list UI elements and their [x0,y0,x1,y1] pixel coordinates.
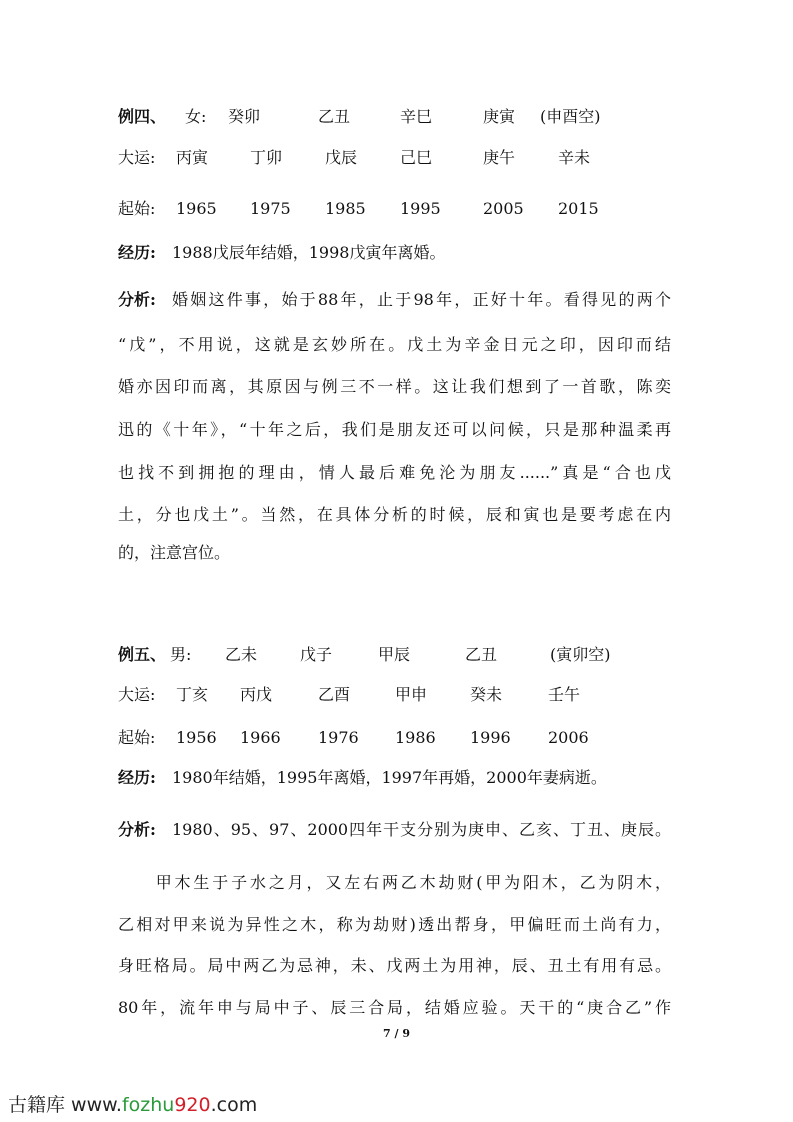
experience-label: 经历: [118,243,156,262]
analysis-line: 婚姻这件事，始于88年，止于98年，正好十年。看得见的两个 [172,290,671,309]
analysis-line: 乙相对甲来说为异性之木，称为劫财)透出帮身，甲偏旺而土尚有力， [118,915,671,934]
analysis-line: 甲木生于子水之月，又左右两乙木劫财(甲为阳木，乙为阴木， [118,873,671,892]
start-year: 1996 [470,728,511,747]
start-year: 2005 [483,199,524,218]
void-note: (寅卯空) [550,645,611,664]
dayun: 癸未 [470,685,503,704]
pillar: 辛巳 [400,107,433,126]
dayun-label: 大运: [118,148,156,167]
analysis-label: 分析: [118,290,156,309]
experience-text: 1980年结婚，1995年离婚，1997年再婚，2000年妻病逝。 [172,768,607,787]
dayun-label: 大运: [118,685,156,704]
dayun: 己巳 [400,148,433,167]
start-year: 1985 [325,199,366,218]
example-4-label: 例四、 [118,107,167,126]
analysis-label: 分析: [118,820,156,839]
analysis-line: 迅的《十年》，“十年之后，我们是朋友还可以问候，只是那种温柔再 [118,420,671,439]
experience-label: 经历: [118,768,156,787]
dayun: 丁亥 [176,685,209,704]
watermark-prefix: 古籍库 www. [8,1094,122,1116]
dayun: 丙寅 [176,148,209,167]
dayun: 庚午 [483,148,516,167]
pillar: 戊子 [300,645,333,664]
start-year: 1956 [176,728,217,747]
pillar: 乙丑 [465,645,498,664]
dayun: 乙酉 [318,685,351,704]
start-label: 起始: [118,728,156,747]
pillar: 甲辰 [378,645,411,664]
dayun: 戊辰 [325,148,358,167]
watermark-green: fozhu [121,1094,175,1116]
gender: 女: [185,107,207,126]
watermark-suffix: .com [210,1094,258,1116]
watermark [8,1090,257,1117]
analysis-line: 土，分也戊土”。当然，在具体分析的时候，辰和寅也是要考虑在内 [118,505,671,524]
analysis-line: 身旺格局。局中两乙为忌神，未、戊两土为用神，辰、丑土有用有忌。 [118,956,671,975]
pillar: 癸卯 [228,107,261,126]
pillar: 庚寅 [483,107,516,126]
watermark-red: 920 [174,1094,211,1116]
gender: 男: [170,645,192,664]
analysis-line: 也找不到拥抱的理由，情人最后难免沦为朋友......”真是“合也戊 [118,463,671,482]
pillar: 乙未 [225,645,258,664]
start-year: 2015 [558,199,599,218]
dayun: 辛未 [558,148,591,167]
page-number: 7 / 9 [383,1027,410,1040]
start-year: 1995 [400,199,441,218]
dayun: 丙戊 [240,685,273,704]
start-year: 1966 [240,728,281,747]
start-year: 1986 [395,728,436,747]
analysis-line: “戊”，不用说，这就是玄妙所在。戊土为辛金日元之印，因印而结 [118,335,671,354]
experience-text: 1988戊辰年结婚，1998戊寅年离婚。 [172,243,446,262]
dayun: 壬午 [548,685,581,704]
analysis-line: 80年，流年申与局中子、辰三合局，结婚应验。天干的“庚合乙”作 [118,998,671,1017]
start-label: 起始: [118,199,156,218]
start-year: 2006 [548,728,589,747]
start-year: 1975 [250,199,291,218]
analysis-line: 婚亦因印而离，其原因与例三不一样。这让我们想到了一首歌，陈奕 [118,377,671,396]
example-5-label: 例五、 [118,645,167,664]
start-year: 1965 [176,199,217,218]
analysis-line: 1980、95、97、2000四年干支分别为庚申、乙亥、丁丑、庚辰。 [172,820,671,839]
analysis-line: 的，注意宫位。 [118,543,231,562]
pillar: 乙丑 [318,107,351,126]
dayun: 甲申 [395,685,428,704]
void-note: (申酉空) [540,107,601,126]
dayun: 丁卯 [250,148,283,167]
start-year: 1976 [318,728,359,747]
